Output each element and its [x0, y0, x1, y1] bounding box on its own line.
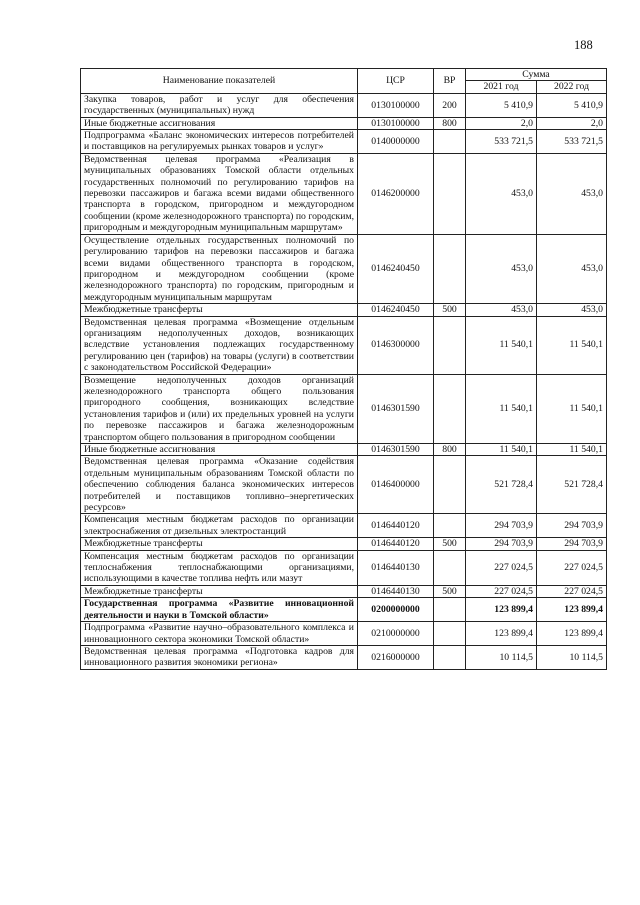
- header-sum: Сумма: [466, 69, 607, 81]
- row-name-cell: Ведомственная целевая программа «Оказание содействия отдельным муниципальным образованиям Томской области по обеспечению соблюдения баланса экономических интересов потребителей и поставщиков топливно–энергетических ресурсов»: [81, 456, 358, 514]
- row-sum-2022-cell: 227 024,5: [537, 585, 607, 597]
- row-vr-cell: 500: [434, 538, 466, 550]
- row-sum-2022-cell: 2,0: [537, 117, 607, 129]
- row-name-cell: Межбюджетные трансферты: [81, 538, 358, 550]
- row-csr-cell: 0216000000: [358, 645, 434, 669]
- table-row: [81, 444, 607, 456]
- row-csr-cell: 0146301590: [358, 444, 434, 456]
- header-name: Наименование показателей: [81, 69, 358, 94]
- table-row: [81, 538, 607, 550]
- row-sum-2021-cell: 294 703,9: [466, 538, 537, 550]
- table-row: [81, 550, 607, 585]
- row-sum-2021-cell: 453,0: [466, 153, 537, 234]
- row-sum-2021-cell: 123 899,4: [466, 598, 537, 622]
- table-row: [81, 622, 607, 646]
- row-sum-2021-cell: 2,0: [466, 117, 537, 129]
- row-name-cell: Подпрограмма «Развитие научно–образовательного комплекса и инновационного сектора экономики Томской области»: [81, 622, 358, 646]
- row-sum-2022-cell: 123 899,4: [537, 598, 607, 622]
- row-vr-cell: [434, 456, 466, 514]
- table-row: [81, 304, 607, 316]
- row-sum-2022-cell: 11 540,1: [537, 316, 607, 374]
- row-sum-2021-cell: 5 410,9: [466, 93, 537, 117]
- row-vr-cell: [434, 645, 466, 669]
- row-csr-cell: 0130100000: [358, 117, 434, 129]
- row-name-cell: Компенсация местным бюджетам расходов по организации электроснабжения от дизельных электростанций: [81, 514, 358, 538]
- row-csr-cell: 0146240450: [358, 234, 434, 303]
- table-row: [81, 234, 607, 303]
- header-vr: ВР: [434, 69, 466, 94]
- table-body: [81, 93, 607, 669]
- row-sum-2021-cell: 10 114,5: [466, 645, 537, 669]
- row-vr-cell: [434, 550, 466, 585]
- table-row: [81, 117, 607, 129]
- row-vr-cell: [434, 316, 466, 374]
- row-csr-cell: 0146440130: [358, 585, 434, 597]
- row-vr-cell: [434, 153, 466, 234]
- row-sum-2021-cell: 227 024,5: [466, 585, 537, 597]
- row-csr-cell: 0200000000: [358, 598, 434, 622]
- row-vr-cell: [434, 598, 466, 622]
- row-name-cell: Межбюджетные трансферты: [81, 585, 358, 597]
- table-row: [81, 153, 607, 234]
- row-name-cell: Иные бюджетные ассигнования: [81, 117, 358, 129]
- row-sum-2022-cell: 294 703,9: [537, 538, 607, 550]
- row-sum-2022-cell: 294 703,9: [537, 514, 607, 538]
- row-name-cell: Государственная программа «Развитие инновационной деятельности и науки в Томской области»: [81, 598, 358, 622]
- table-row: [81, 645, 607, 669]
- table-row: [81, 585, 607, 597]
- row-name-cell: Межбюджетные трансферты: [81, 304, 358, 316]
- row-sum-2021-cell: 521 728,4: [466, 456, 537, 514]
- row-name-cell: Ведомственная целевая программа «Возмещение отдельным организациям недополученных доходов, возникающих вследствие установления подлежащих государственному регулированию цен (тарифов) на товары (услуги) в соответствии с законодательством Российской Федерации»: [81, 316, 358, 374]
- row-vr-cell: [434, 234, 466, 303]
- row-name-cell: Иные бюджетные ассигнования: [81, 444, 358, 456]
- header-year-2021: 2021 год: [466, 81, 537, 93]
- row-sum-2021-cell: 453,0: [466, 304, 537, 316]
- row-vr-cell: 200: [434, 93, 466, 117]
- row-csr-cell: 0210000000: [358, 622, 434, 646]
- row-vr-cell: 800: [434, 444, 466, 456]
- row-csr-cell: 0146301590: [358, 374, 434, 443]
- row-csr-cell: 0146440130: [358, 550, 434, 585]
- row-name-cell: Возмещение недополученных доходов организаций железнодорожного транспорта общего пользования пригородного сообщения, возникающих вследствие установления тарифов и (или) их предельных уровней на услуги по перевозке пассажиров и багажа железнодорожным транспортом общего пользования в пригородном сообщении: [81, 374, 358, 443]
- row-name-cell: Ведомственная целевая программа «Реализация в муниципальных образованиях Томской области отдельных государственных полномочий по регулированию тарифов на перевозки пассажиров и багажа всеми видами общественного транспорта в городском, пригородном и междугородном сообщении (кроме железнодорожного транспорта) по городским, пригородным и междугородным муниципальным маршрутам»: [81, 153, 358, 234]
- page-number: 188: [574, 38, 593, 52]
- header-csr: ЦСР: [358, 69, 434, 94]
- row-sum-2022-cell: 521 728,4: [537, 456, 607, 514]
- row-csr-cell: 0130100000: [358, 93, 434, 117]
- row-sum-2022-cell: 123 899,4: [537, 622, 607, 646]
- row-sum-2022-cell: 453,0: [537, 304, 607, 316]
- row-name-cell: Закупка товаров, работ и услуг для обеспечения государственных (муниципальных) нужд: [81, 93, 358, 117]
- row-sum-2021-cell: 11 540,1: [466, 374, 537, 443]
- row-sum-2021-cell: 11 540,1: [466, 444, 537, 456]
- row-csr-cell: 0146400000: [358, 456, 434, 514]
- row-sum-2022-cell: 5 410,9: [537, 93, 607, 117]
- row-csr-cell: 0146440120: [358, 514, 434, 538]
- table-header: [81, 69, 607, 94]
- row-sum-2022-cell: 10 114,5: [537, 645, 607, 669]
- table-row: [81, 598, 607, 622]
- row-sum-2021-cell: 453,0: [466, 234, 537, 303]
- row-vr-cell: [434, 374, 466, 443]
- row-csr-cell: 0140000000: [358, 130, 434, 154]
- row-csr-cell: 0146240450: [358, 304, 434, 316]
- row-sum-2021-cell: 533 721,5: [466, 130, 537, 154]
- row-sum-2022-cell: 453,0: [537, 153, 607, 234]
- table-row: [81, 316, 607, 374]
- row-sum-2021-cell: 123 899,4: [466, 622, 537, 646]
- row-vr-cell: [434, 622, 466, 646]
- row-csr-cell: 0146440120: [358, 538, 434, 550]
- row-name-cell: Подпрограмма «Баланс экономических интересов потребителей и поставщиков на регулируемых рынках товаров и услуг»: [81, 130, 358, 154]
- row-sum-2022-cell: 11 540,1: [537, 374, 607, 443]
- row-name-cell: Осуществление отдельных государственных полномочий по регулированию тарифов на перевозки пассажиров и багажа всеми видами общественного транспорта в городском, пригородном и междугородном сообщении (кроме железнодорожного транспорта) по городским, пригородным и междугородным муниципальным маршрутам: [81, 234, 358, 303]
- table-row: [81, 456, 607, 514]
- row-sum-2022-cell: 533 721,5: [537, 130, 607, 154]
- row-sum-2021-cell: 294 703,9: [466, 514, 537, 538]
- row-csr-cell: 0146200000: [358, 153, 434, 234]
- table-row: [81, 93, 607, 117]
- row-sum-2022-cell: 11 540,1: [537, 444, 607, 456]
- row-sum-2021-cell: 227 024,5: [466, 550, 537, 585]
- row-vr-cell: 500: [434, 585, 466, 597]
- table-row: [81, 374, 607, 443]
- table-row: [81, 514, 607, 538]
- budget-table: [80, 68, 607, 670]
- row-sum-2021-cell: 11 540,1: [466, 316, 537, 374]
- row-vr-cell: [434, 130, 466, 154]
- row-sum-2022-cell: 453,0: [537, 234, 607, 303]
- row-vr-cell: 500: [434, 304, 466, 316]
- row-name-cell: Компенсация местным бюджетам расходов по организации теплоснабжения теплоснабжающими организациями, использующими в качестве топлива нефть или мазут: [81, 550, 358, 585]
- table-row: [81, 130, 607, 154]
- row-name-cell: Ведомственная целевая программа «Подготовка кадров для инновационного развития экономики региона»: [81, 645, 358, 669]
- row-vr-cell: 800: [434, 117, 466, 129]
- row-csr-cell: 0146300000: [358, 316, 434, 374]
- row-vr-cell: [434, 514, 466, 538]
- row-sum-2022-cell: 227 024,5: [537, 550, 607, 585]
- header-year-2022: 2022 год: [537, 81, 607, 93]
